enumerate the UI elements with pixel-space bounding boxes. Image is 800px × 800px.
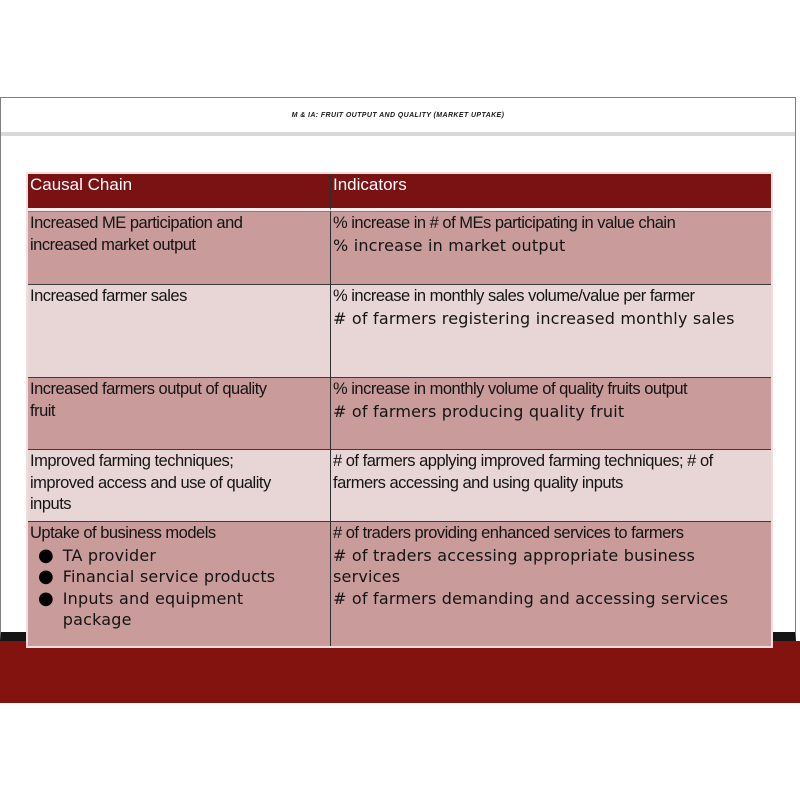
cell-text: services	[333, 567, 401, 586]
cell-text: package	[62, 610, 132, 629]
table-row	[28, 449, 771, 521]
cell-text: Uptake of business models	[30, 524, 216, 542]
cell-text: fruit	[30, 401, 56, 420]
cell-text: TA provider	[62, 545, 157, 565]
indicators-cell	[331, 449, 771, 521]
cell-text: Financial service products	[62, 567, 276, 586]
bullet-item	[38, 545, 328, 567]
cell-text: Increased farmers output of quality	[30, 380, 267, 398]
cell-text: Increased farmer sales	[30, 287, 187, 305]
cell-text: % increase in monthly volume of quality fruits output	[333, 380, 688, 398]
cell-text: Inputs and equipment	[62, 588, 244, 608]
column-header-causal-chain: Causal Chain	[28, 174, 331, 211]
cell-text: increased market output	[30, 235, 196, 254]
cell-text: # of farmers producing quality fruit	[333, 401, 625, 421]
bullet-icon: ●	[38, 566, 54, 587]
cell-text: Increased ME participation and	[30, 214, 243, 232]
table-row	[28, 377, 771, 449]
bullet-item	[38, 566, 328, 588]
causal-cell	[28, 211, 331, 284]
causal-cell	[28, 449, 331, 521]
slide-title: M & IA: FRUIT OUTPUT AND QUALITY (MARKET UPTAKE)	[291, 111, 505, 119]
cell-text: # of traders providing enhanced services to farmers	[333, 524, 684, 542]
indicators-cell	[331, 377, 771, 449]
table	[28, 174, 771, 646]
cell-text: Improved farming techniques;	[30, 452, 234, 470]
table-row	[28, 521, 771, 646]
causal-cell	[28, 377, 331, 449]
bullet-item	[38, 588, 328, 631]
indicators-cell	[331, 521, 771, 646]
cell-text: improved access and use of quality	[30, 473, 271, 492]
bullet-icon: ●	[38, 544, 54, 566]
causal-chain-table	[26, 172, 773, 648]
table-header-row	[28, 174, 771, 211]
cell-text: % increase in # of MEs participating in value chain	[333, 214, 676, 232]
causal-cell	[28, 284, 331, 377]
slide-header-strip	[1, 98, 795, 136]
bullet-icon: ●	[38, 587, 54, 609]
indicators-cell	[331, 284, 771, 377]
cell-text: farmers accessing and using quality inputs	[333, 473, 623, 492]
cell-text: inputs	[30, 495, 72, 513]
column-header-indicators: Indicators	[331, 174, 771, 211]
table-row	[28, 284, 771, 377]
cell-text: # of traders accessing appropriate business	[333, 545, 696, 565]
cell-text: % increase in market output	[333, 235, 566, 255]
indicators-cell	[331, 211, 771, 284]
causal-cell	[28, 521, 331, 646]
cell-text: # of farmers registering increased monthly sales	[333, 308, 735, 328]
footer-band	[0, 641, 800, 703]
cell-text: % increase in monthly sales volume/value per farmer	[333, 287, 695, 305]
cell-text: # of farmers demanding and accessing services	[333, 588, 729, 608]
table-row	[28, 211, 771, 284]
cell-text: # of farmers applying improved farming techniques; # of	[333, 452, 713, 470]
